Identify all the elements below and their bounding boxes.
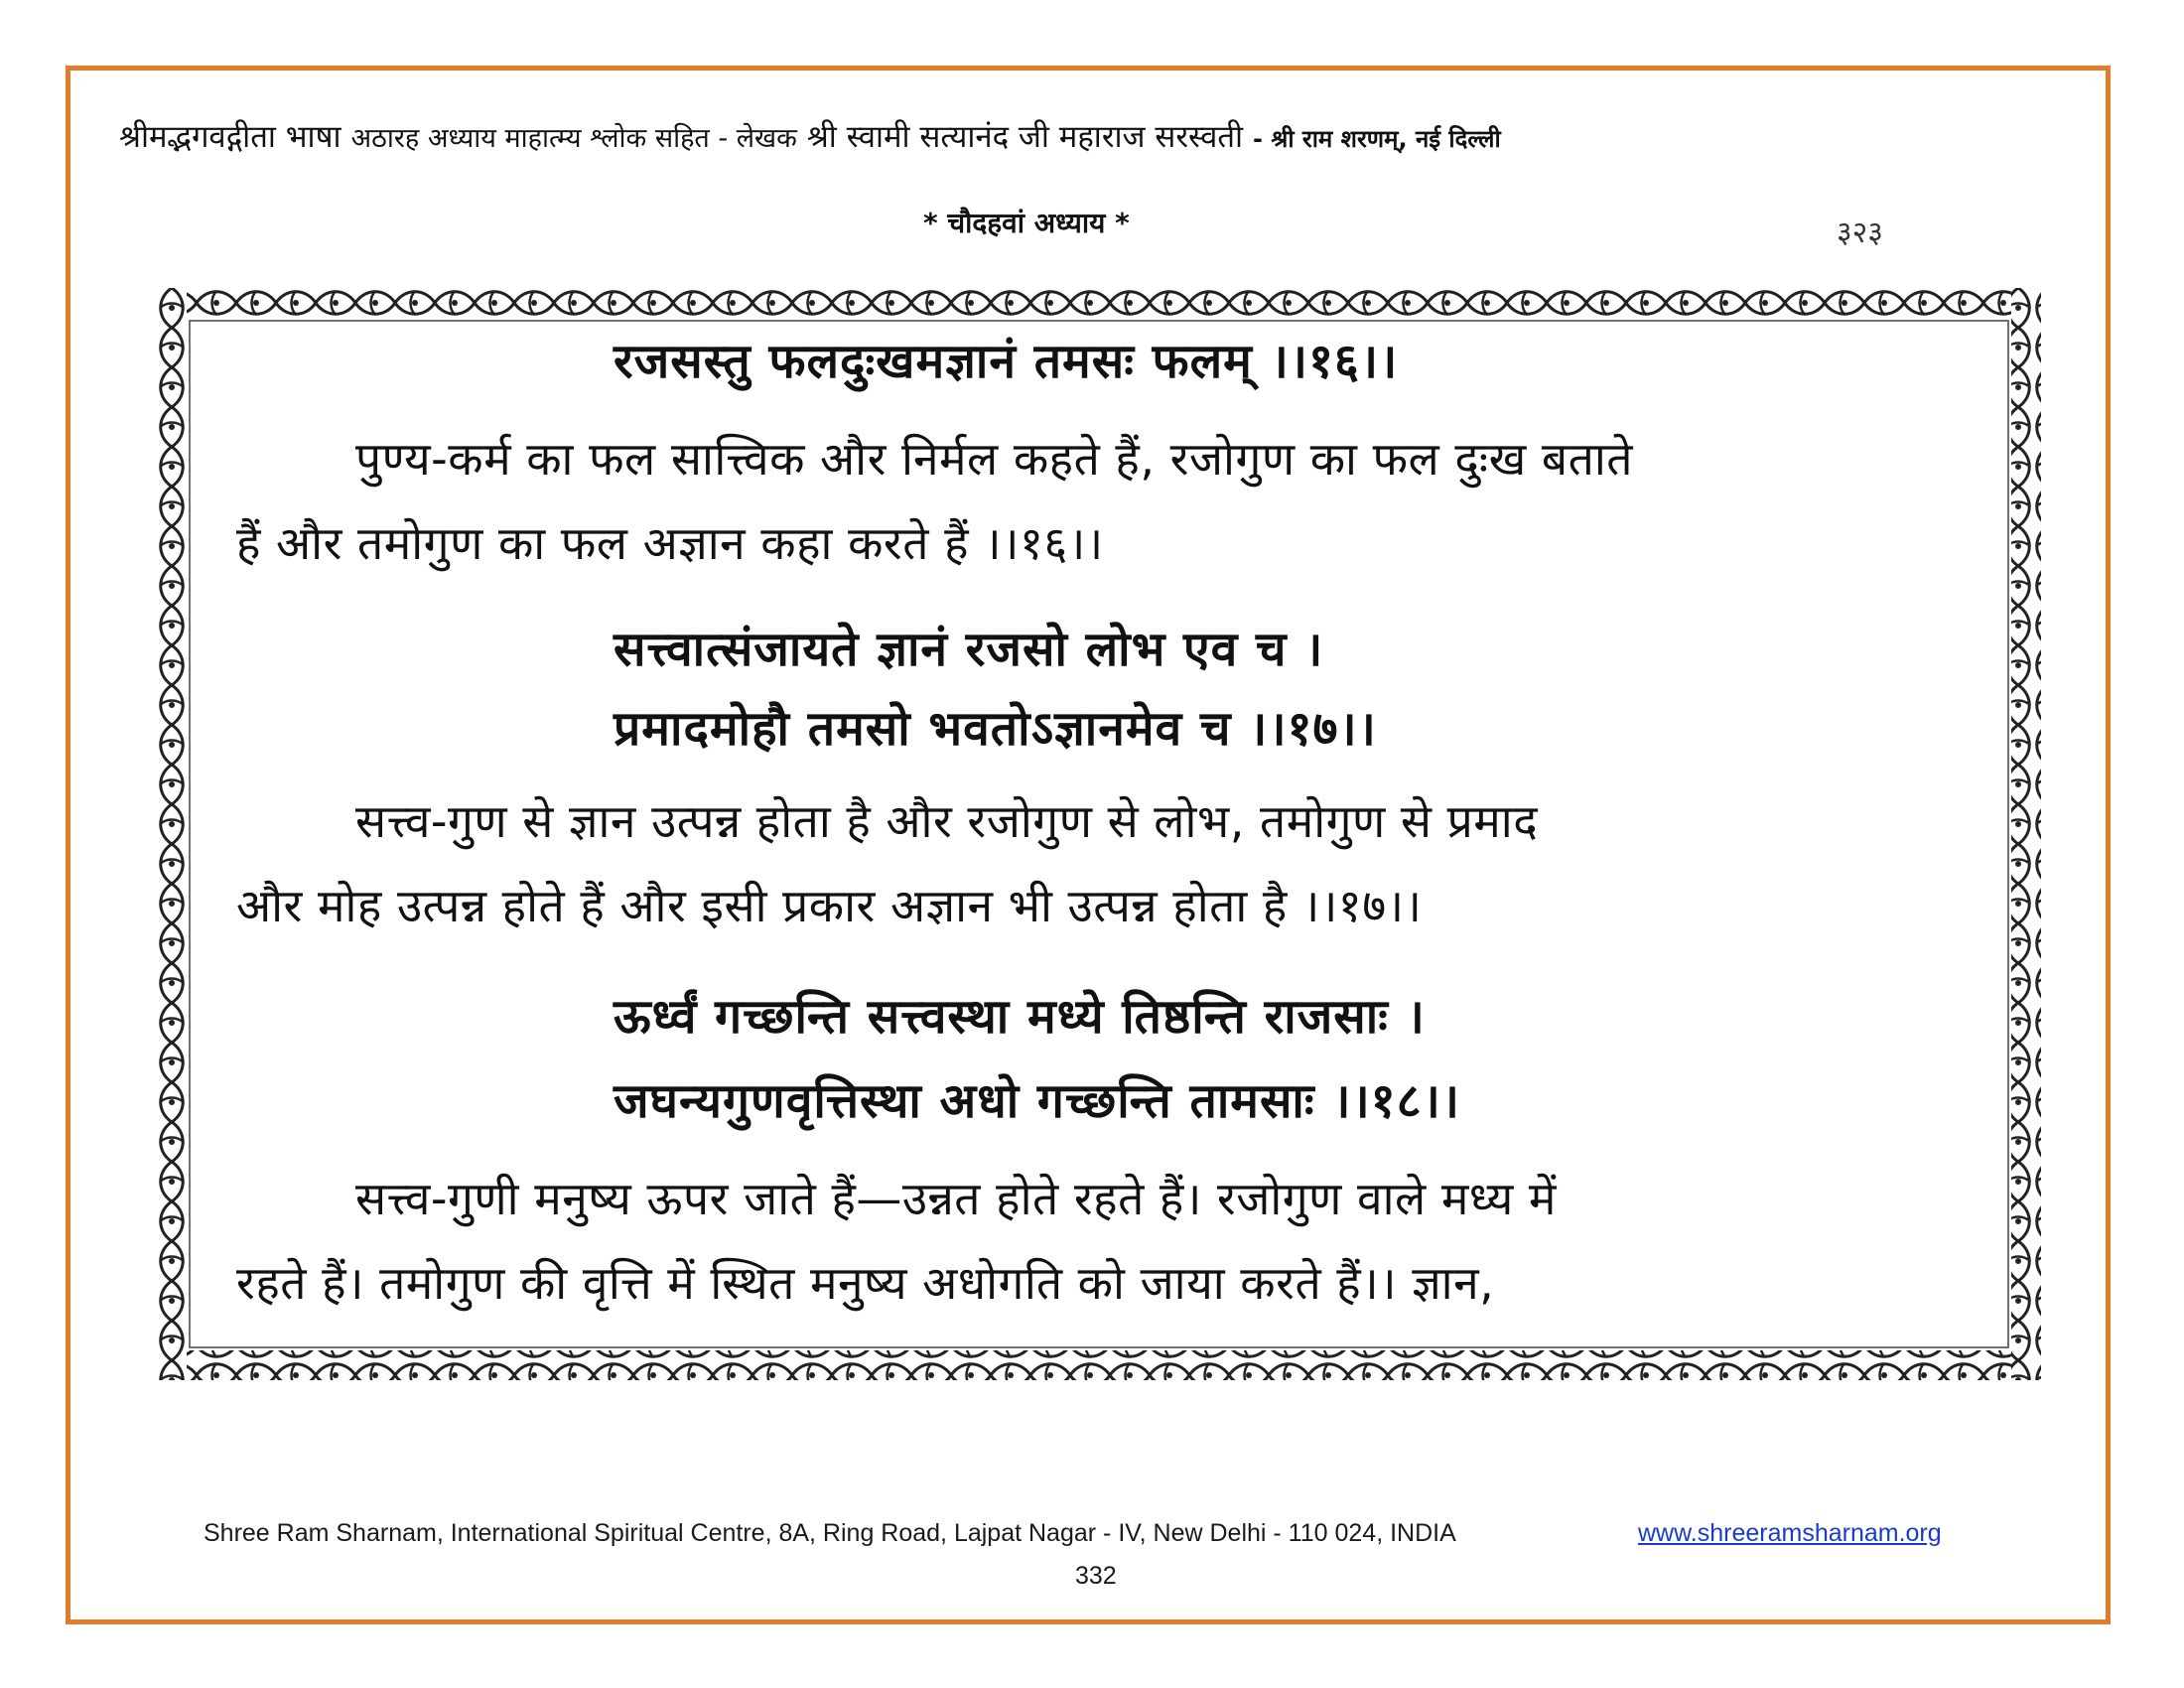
border-left [157, 288, 187, 1380]
prose-16-line-1: पुण्य-कर्म का फल सात्त्विक और निर्मल कहते हैं, रजोगुण का फल दुःख बताते [355, 432, 1633, 486]
book-page-number: ३२३ [1837, 215, 1883, 250]
prose-17-line-2: और मोह उत्पन्न होते हैं और इसी प्रकार अज्ञान भी उत्पन्न होता है ।।१७।। [236, 879, 1423, 932]
chapter-title: * चौदहवां अध्याय * [923, 207, 1130, 239]
footer-page-number: 332 [1075, 1562, 1117, 1590]
prose-18-line-1: सत्त्व-गुणी मनुष्य ऊपर जाते हैं—उन्नत होते रहते हैं। रजोगुण वाले मध्य में [355, 1172, 1557, 1225]
running-header [119, 115, 2065, 159]
publisher-place: - श्री राम शरणम्, नई दिल्ली [1253, 125, 1501, 153]
book-author: श्री स्वामी सत्यानंद जी महाराज सरस्वती [806, 119, 1244, 155]
border-right [2011, 288, 2041, 1380]
verse-16: रजसस्तु फलदुःखमज्ञानं तमसः फलम् ।।१६।। [614, 334, 1399, 389]
book-title: श्रीमद्भगवद्गीता भाषा [119, 119, 341, 155]
prose-16-line-2: हैं और तमोगुण का फल अज्ञान कहा करते हैं ।।१६।। [236, 516, 1104, 570]
prose-17-line-1: सत्त्व-गुण से ज्ञान उत्पन्न होता है और रजोगुण से लोभ, तमोगुण से प्रमाद [355, 794, 1539, 848]
verse-17-line-2: प्रमादमोहौ तमसो भवतोऽज्ञानमेव च ।।१७।। [614, 701, 1377, 757]
border-bottom [187, 1350, 2011, 1380]
verse-18-line-1: ऊर्ध्वं गच्छन्ति सत्त्वस्था मध्ये तिष्ठन्ति राजसाः । [614, 989, 1426, 1045]
book-subtitle: अठारह अध्याय माहात्म्य श्लोक सहित - लेखक [350, 123, 797, 154]
border-top [187, 288, 2011, 318]
scanned-page [157, 288, 2041, 1380]
verse-17-line-1: सत्त्वात्संजायते ज्ञानं रजसो लोभ एव च । [614, 622, 1324, 677]
prose-18-line-2: रहते हैं। तमोगुण की वृत्ति में स्थित मनुष्य अधोगति को जाया करते हैं।। ज्ञान, [236, 1256, 1495, 1310]
footer-address: Shree Ram Sharnam, International Spiritual Centre, 8A, Ring Road, Lajpat Nagar - IV, New Delhi - 110 024, INDIA [204, 1519, 1456, 1547]
website-link[interactable]: www.shreeramsharnam.org [1638, 1519, 1942, 1547]
verse-18-line-2: जघन्यगुणवृत्तिस्था अधो गच्छन्ति तामसाः ।।१८।। [614, 1073, 1460, 1129]
